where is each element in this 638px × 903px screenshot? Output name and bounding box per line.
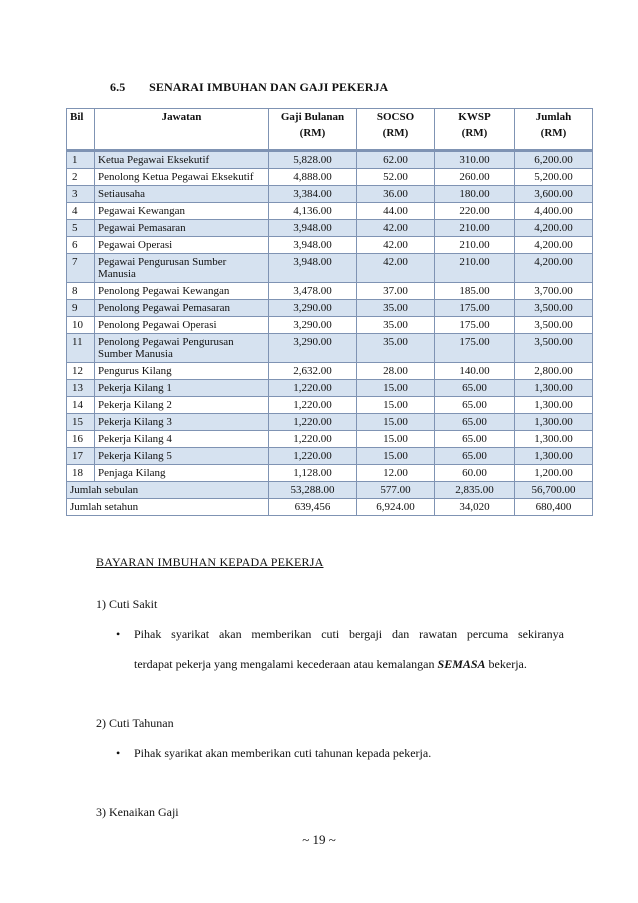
cell-bil: 16 [67,431,95,448]
table-body [67,151,593,516]
cell-jumlah: 4,200.00 [515,220,593,237]
header-kwsp: KWSP (RM) [435,109,515,151]
cell-jawatan: Penolong Ketua Pegawai Eksekutif [95,169,269,186]
table-row [67,317,593,334]
table-row [67,186,593,203]
bullet-icon: • [116,627,121,641]
cell-gaji: 1,220.00 [269,414,357,431]
cell-bil: 8 [67,283,95,300]
table-row [67,203,593,220]
cell-jawatan: Pegawai Pemasaran [95,220,269,237]
cell-bil: 7 [67,254,95,283]
total-label: Jumlah sebulan [67,482,269,499]
cell-socso: 42.00 [357,237,435,254]
cell-gaji: 4,888.00 [269,169,357,186]
cell-socso: 12.00 [357,465,435,482]
cuti-sakit-text-line2: terdapat pekerja yang mengalami kecederaan atau kemalangan SEMASA bekerja. [134,657,527,671]
cell-socso: 15.00 [357,448,435,465]
section-number: 6.5 [110,80,126,94]
cell-socso: 15.00 [357,397,435,414]
total-jumlah: 680,400 [515,499,593,516]
cell-socso: 42.00 [357,220,435,237]
header-gaji: Gaji Bulanan (RM) [269,109,357,151]
bullet-icon: • [116,746,121,760]
cell-jumlah: 3,600.00 [515,186,593,203]
cell-bil: 14 [67,397,95,414]
cell-gaji: 4,136.00 [269,203,357,220]
cell-bil: 12 [67,363,95,380]
cell-kwsp: 65.00 [435,380,515,397]
cell-jawatan: Setiausaha [95,186,269,203]
cell-kwsp: 60.00 [435,465,515,482]
total-row [67,499,593,516]
table-row [67,237,593,254]
cell-kwsp: 65.00 [435,448,515,465]
cell-kwsp: 180.00 [435,186,515,203]
table-row [67,300,593,317]
cell-jawatan: Pekerja Kilang 4 [95,431,269,448]
cell-jawatan: Pekerja Kilang 3 [95,414,269,431]
cell-gaji: 1,220.00 [269,380,357,397]
cell-kwsp: 185.00 [435,283,515,300]
total-socso: 577.00 [357,482,435,499]
cell-bil: 2 [67,169,95,186]
cell-socso: 15.00 [357,380,435,397]
benefit-item-cuti-sakit: 1) Cuti Sakit [96,597,158,611]
total-gaji: 53,288.00 [269,482,357,499]
cell-kwsp: 175.00 [435,334,515,363]
cell-kwsp: 65.00 [435,397,515,414]
page-number: ~ 19 ~ [302,832,336,847]
header-jumlah: Jumlah (RM) [515,109,593,151]
cell-kwsp: 260.00 [435,169,515,186]
cell-bil: 1 [67,151,95,169]
cell-jawatan: Pegawai Kewangan [95,203,269,220]
cell-bil: 17 [67,448,95,465]
cell-jumlah: 3,700.00 [515,283,593,300]
cell-jumlah: 6,200.00 [515,151,593,169]
cell-jumlah: 5,200.00 [515,169,593,186]
cell-bil: 4 [67,203,95,220]
cell-gaji: 1,220.00 [269,431,357,448]
cell-jumlah: 3,500.00 [515,317,593,334]
header-bil: Bil [67,109,95,151]
cell-jumlah: 4,200.00 [515,254,593,283]
table-row [67,334,593,363]
cell-jumlah: 1,200.00 [515,465,593,482]
cuti-sakit-text-line1: Pihak syarikat akan memberikan cuti bergaji dan rawatan percuma sekiranya [134,627,564,641]
cell-jawatan: Pekerja Kilang 5 [95,448,269,465]
cell-gaji: 2,632.00 [269,363,357,380]
cell-gaji: 3,290.00 [269,334,357,363]
table-row [67,465,593,482]
table-row [67,414,593,431]
cell-gaji: 3,948.00 [269,254,357,283]
total-kwsp: 34,020 [435,499,515,516]
cell-kwsp: 175.00 [435,300,515,317]
cell-bil: 11 [67,334,95,363]
cell-socso: 28.00 [357,363,435,380]
cell-socso: 62.00 [357,151,435,169]
table-row [67,431,593,448]
cell-jumlah: 1,300.00 [515,380,593,397]
cell-bil: 18 [67,465,95,482]
cell-socso: 37.00 [357,283,435,300]
benefits-title: BAYARAN IMBUHAN KEPADA PEKERJA [96,555,324,569]
table-row [67,254,593,283]
cell-gaji: 3,478.00 [269,283,357,300]
total-socso: 6,924.00 [357,499,435,516]
section-heading [110,80,388,95]
cell-socso: 15.00 [357,431,435,448]
cell-bil: 10 [67,317,95,334]
benefit-item-kenaikan-gaji: 3) Kenaikan Gaji [96,805,179,819]
cell-bil: 13 [67,380,95,397]
table-header-row [67,109,593,151]
total-kwsp: 2,835.00 [435,482,515,499]
cell-gaji: 3,290.00 [269,317,357,334]
header-socso: SOCSO (RM) [357,109,435,151]
cell-jumlah: 1,300.00 [515,414,593,431]
cell-gaji: 3,290.00 [269,300,357,317]
cell-jumlah: 1,300.00 [515,448,593,465]
cell-jawatan: Penolong Pegawai Pengurusan Sumber Manusia [95,334,269,363]
cell-gaji: 3,948.00 [269,237,357,254]
cell-socso: 44.00 [357,203,435,220]
total-gaji: 639,456 [269,499,357,516]
cell-socso: 52.00 [357,169,435,186]
cell-bil: 15 [67,414,95,431]
cell-kwsp: 210.00 [435,237,515,254]
cell-bil: 6 [67,237,95,254]
cuti-tahunan-text: Pihak syarikat akan memberikan cuti tahunan kepada pekerja. [134,746,432,760]
cell-kwsp: 140.00 [435,363,515,380]
table-row [67,448,593,465]
benefit-item-cuti-tahunan: 2) Cuti Tahunan [96,716,174,730]
cell-jawatan: Penjaga Kilang [95,465,269,482]
cell-gaji: 3,384.00 [269,186,357,203]
cell-jawatan: Pegawai Pengurusan Sumber Manusia [95,254,269,283]
cell-jumlah: 4,200.00 [515,237,593,254]
cell-jumlah: 3,500.00 [515,300,593,317]
table-row [67,397,593,414]
cell-kwsp: 210.00 [435,254,515,283]
cell-kwsp: 65.00 [435,431,515,448]
cell-gaji: 3,948.00 [269,220,357,237]
cell-kwsp: 220.00 [435,203,515,220]
salary-table [66,108,593,516]
cell-jawatan: Ketua Pegawai Eksekutif [95,151,269,169]
cell-kwsp: 175.00 [435,317,515,334]
cell-bil: 5 [67,220,95,237]
cell-socso: 35.00 [357,334,435,363]
cell-socso: 36.00 [357,186,435,203]
cell-jawatan: Pekerja Kilang 1 [95,380,269,397]
table-row [67,169,593,186]
cell-bil: 9 [67,300,95,317]
table-row [67,380,593,397]
table-row [67,363,593,380]
section-title: SENARAI IMBUHAN DAN GAJI PEKERJA [149,80,389,94]
cell-socso: 42.00 [357,254,435,283]
cell-gaji: 1,128.00 [269,465,357,482]
cell-jumlah: 3,500.00 [515,334,593,363]
cell-gaji: 5,828.00 [269,151,357,169]
table-row [67,151,593,169]
table-row [67,220,593,237]
total-row [67,482,593,499]
cell-jawatan: Penolong Pegawai Kewangan [95,283,269,300]
cell-kwsp: 65.00 [435,414,515,431]
cell-jumlah: 4,400.00 [515,203,593,220]
cell-kwsp: 210.00 [435,220,515,237]
total-jumlah: 56,700.00 [515,482,593,499]
cell-jumlah: 1,300.00 [515,397,593,414]
cell-socso: 35.00 [357,300,435,317]
cell-jawatan: Penolong Pegawai Operasi [95,317,269,334]
cell-gaji: 1,220.00 [269,448,357,465]
cell-jawatan: Pengurus Kilang [95,363,269,380]
cell-bil: 3 [67,186,95,203]
total-label: Jumlah setahun [67,499,269,516]
cell-socso: 35.00 [357,317,435,334]
cell-socso: 15.00 [357,414,435,431]
cell-kwsp: 310.00 [435,151,515,169]
cell-jawatan: Pekerja Kilang 2 [95,397,269,414]
table-row [67,283,593,300]
cell-jumlah: 2,800.00 [515,363,593,380]
emphasis-semasa: SEMASA [437,657,486,671]
cell-jawatan: Penolong Pegawai Pemasaran [95,300,269,317]
cell-jumlah: 1,300.00 [515,431,593,448]
header-jawatan: Jawatan [95,109,269,151]
cell-gaji: 1,220.00 [269,397,357,414]
cell-jawatan: Pegawai Operasi [95,237,269,254]
